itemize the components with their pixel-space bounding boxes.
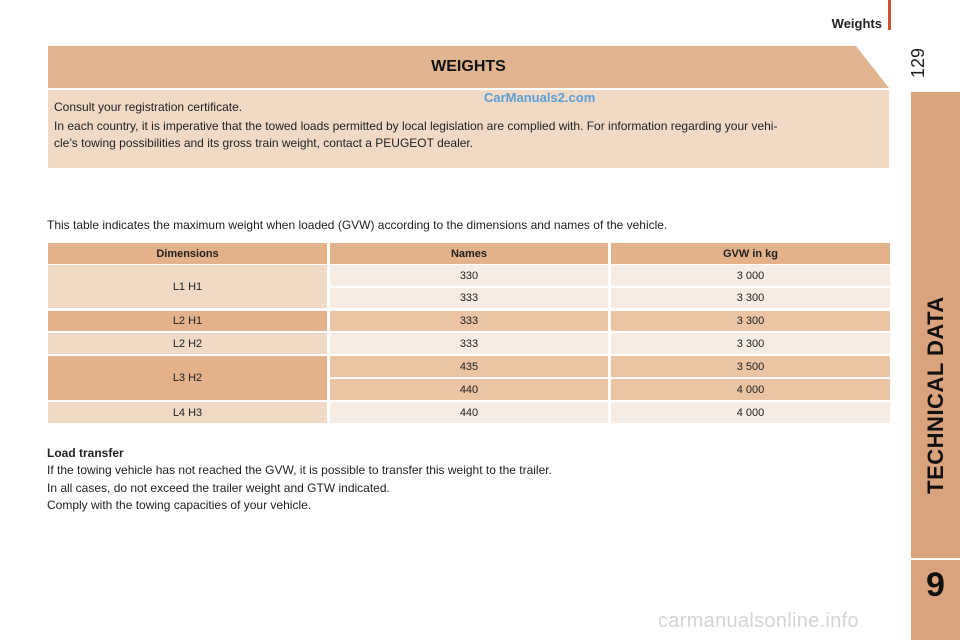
chapter-label: TECHNICAL DATA: [922, 296, 948, 494]
banner-title: WEIGHTS: [431, 58, 506, 75]
table-name-cell: 333: [330, 311, 608, 331]
table-dimension-cell: L2 H1: [48, 311, 327, 331]
table-name-cell: 435: [330, 356, 608, 377]
table-gvw-cell: 4 000: [611, 402, 890, 423]
table-gvw-cell: 4 000: [611, 379, 890, 400]
table-name-cell: 440: [330, 402, 608, 423]
table-name-cell: 440: [330, 379, 608, 400]
watermark-link[interactable]: CarManuals2.com: [484, 90, 596, 105]
table-dimension-cell: L4 H3: [48, 402, 327, 423]
header-rule: [888, 0, 891, 30]
section-title: Weights: [831, 16, 882, 31]
table-dimension-cell: L3 H2: [48, 356, 327, 400]
load-transfer-line-1: If the towing vehicle has not reached the GVW, it is possible to transfer this weight to the trailer.: [47, 463, 552, 477]
table-dimension-cell: L2 H2: [48, 333, 327, 354]
table-gvw-cell: 3 300: [611, 333, 890, 354]
table-gvw-cell: 3 500: [611, 356, 890, 377]
load-transfer-line-3: Comply with the towing capacities of your vehicle.: [47, 498, 312, 512]
page-number: 129: [908, 47, 928, 79]
chapter-label-wrap: [911, 230, 960, 560]
info-line-3: cle’s towing possibilities and its gross train weight, contact a PEUGEOT dealer.: [54, 136, 474, 150]
info-line-2: In each country, it is imperative that the towed loads permitted by local legislation are complied with. For information regarding your vehi-: [54, 119, 778, 133]
table-name-cell: 333: [330, 288, 608, 308]
intro-text: This table indicates the maximum weight when loaded (GVW) according to the dimensions and names of the vehicle.: [47, 218, 668, 232]
table-gvw-cell: 3 000: [611, 265, 890, 286]
table-gvw-cell: 3 300: [611, 311, 890, 331]
chapter-divider: [911, 558, 960, 560]
table-header-dimensions: Dimensions: [48, 243, 327, 264]
weights-banner: [48, 46, 889, 88]
info-box: [48, 90, 889, 168]
table-dimension-cell: L1 H1: [48, 265, 327, 308]
load-transfer-line-2: In all cases, do not exceed the trailer weight and GTW indicated.: [47, 481, 390, 495]
table-gvw-cell: 3 300: [611, 288, 890, 308]
table-name-cell: 333: [330, 333, 608, 354]
chapter-number: 9: [926, 565, 945, 604]
watermark-footer: carmanualsonline.info: [658, 610, 859, 632]
load-transfer-title: Load transfer: [47, 446, 124, 460]
table-name-cell: 330: [330, 265, 608, 286]
table-header-names: Names: [330, 243, 608, 264]
table-header-gvw: GVW in kg: [611, 243, 890, 264]
info-line-1: Consult your registration certificate.: [54, 100, 243, 114]
